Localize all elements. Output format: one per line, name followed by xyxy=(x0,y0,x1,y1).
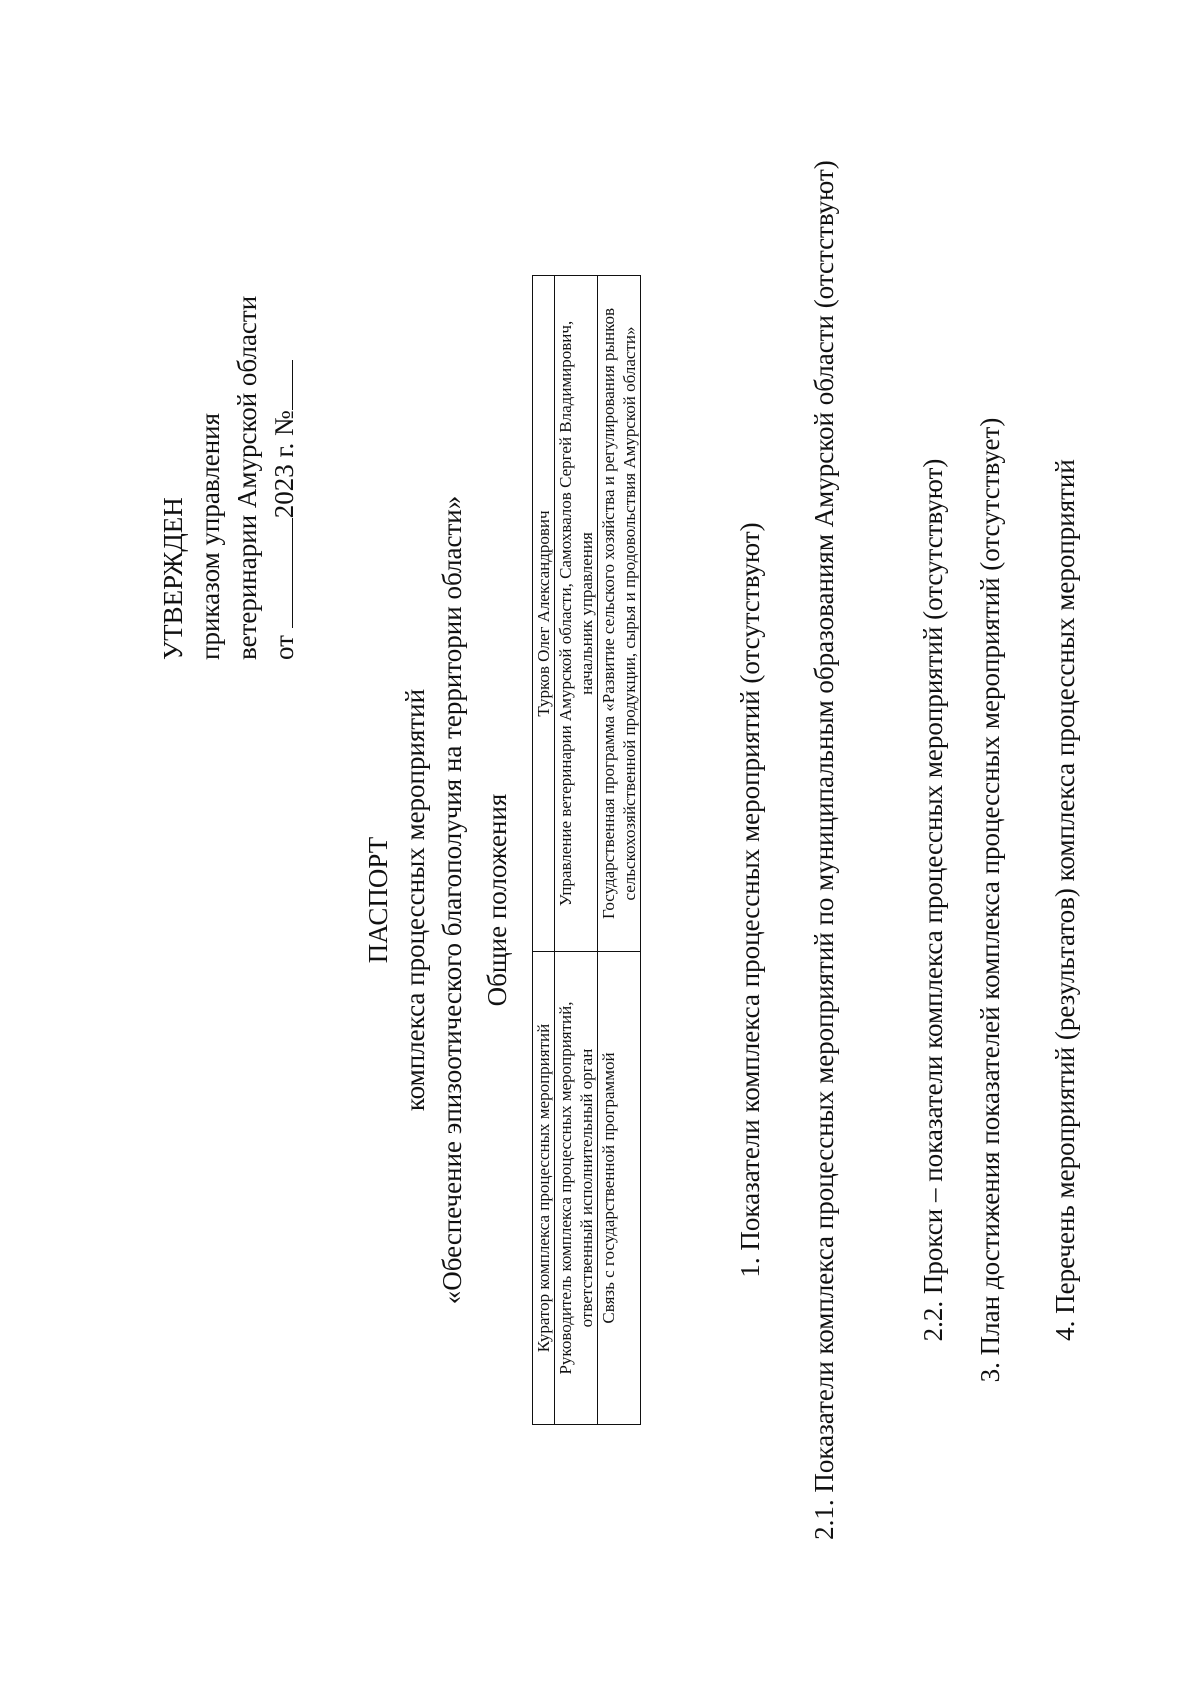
approval-from-label: от xyxy=(269,635,299,660)
section-2-2-heading: 2.2. Прокси – показатели комплекса процессных мероприятий (отсутствуют) xyxy=(918,458,948,1342)
title-passport: ПАСПОРТ xyxy=(363,836,393,964)
approval-block xyxy=(155,100,303,660)
approval-authority-line: ветеринарии Амурской области xyxy=(232,295,262,660)
document-title xyxy=(360,350,471,1450)
approval-year-number: 2023 г. № xyxy=(269,410,299,519)
table-row xyxy=(555,276,598,1425)
table-row xyxy=(598,276,641,1425)
table-cell-value: Государственная программа «Развитие сельского хозяйства и регулирования рынков сельскохозяйственной продукции, сырья и продовольствия Амурской области» xyxy=(598,276,641,952)
title-complex: комплекса процессных мероприятий xyxy=(400,688,430,1112)
table-cell-value: Управление ветеринарии Амурской области, Самохвалов Сергей Владимирович, начальник управления xyxy=(555,276,598,952)
table-cell-label: Связь с государственной программой xyxy=(598,952,641,1425)
section-4-heading: 4. Перечень мероприятий (результатов) комплекса процессных мероприятий xyxy=(1050,459,1080,1341)
table-row xyxy=(533,276,555,1425)
table-cell-label: Руководитель комплекса процессных мероприятий, ответственный исполнительный орган xyxy=(555,952,598,1425)
title-name: «Обеспечение эпизоотического благополучия на территории области» xyxy=(437,495,467,1305)
date-blank xyxy=(266,518,293,628)
approval-date-line xyxy=(266,100,303,660)
section-1-heading: 1. Показатели комплекса процессных мероприятий (отсутствуют) xyxy=(735,522,765,1278)
general-provisions-heading: Общие положения xyxy=(482,793,512,1007)
number-blank xyxy=(266,360,293,410)
approval-order-line: приказом управления xyxy=(195,412,225,660)
section-2-1-heading: 2.1. Показатели комплекса процессных мероприятий по муниципальным образованиям Амурской области (отстствуют) xyxy=(809,160,839,1540)
section-3-heading: 3. План достижения показателей комплекса процессных мероприятий (отсутствует) xyxy=(975,417,1005,1383)
approval-stamp: УТВЕРЖДЕН xyxy=(158,497,188,660)
general-provisions-table xyxy=(532,275,641,1425)
table-cell-value: Турков Олег Александрович xyxy=(533,276,555,952)
table-cell-label: Куратор комплекса процессных мероприятий xyxy=(533,952,555,1425)
